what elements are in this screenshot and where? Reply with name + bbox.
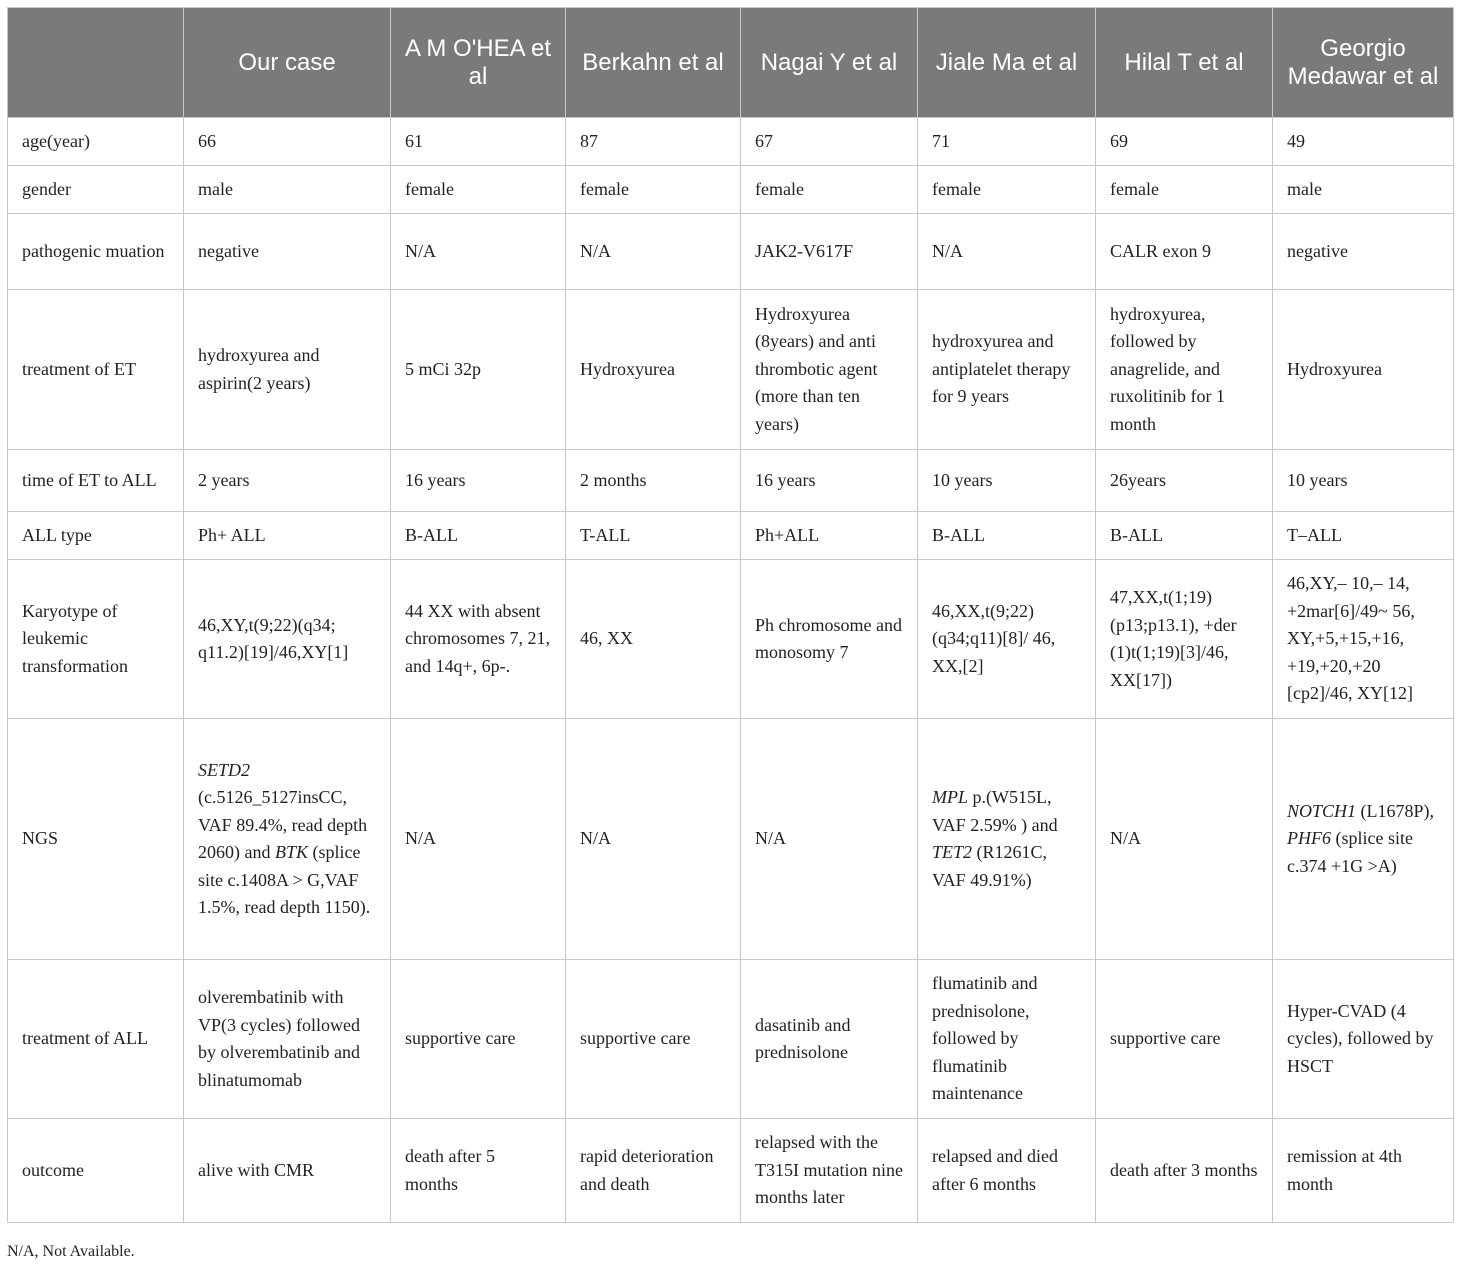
header-cell: Jiale Ma et al bbox=[918, 8, 1096, 118]
table-cell bbox=[1273, 719, 1454, 960]
table-cell: male bbox=[1273, 166, 1454, 214]
table-cell: N/A bbox=[566, 719, 741, 960]
table-row bbox=[8, 560, 1454, 719]
table-cell: female bbox=[391, 166, 566, 214]
table-cell: 47,XX,t(1;19) (p13;p13.1), +der (1)t(1;19)[3]/46, XX[17]) bbox=[1096, 560, 1273, 719]
table-header bbox=[8, 8, 1454, 118]
table-cell: supportive care bbox=[1096, 960, 1273, 1119]
table-footnote: N/A, Not Available. bbox=[7, 1243, 135, 1260]
table-cell: T–ALL bbox=[1273, 512, 1454, 560]
gene-name: MPL bbox=[932, 787, 968, 807]
table-cell: 61 bbox=[391, 118, 566, 166]
table-cell: 87 bbox=[566, 118, 741, 166]
table-cell: female bbox=[741, 166, 918, 214]
header-cell: Hilal T et al bbox=[1096, 8, 1273, 118]
table-row bbox=[8, 214, 1454, 290]
table-cell: 46,XX,t(9;22) (q34;q11)[8]/ 46, XX,[2] bbox=[918, 560, 1096, 719]
table-row bbox=[8, 290, 1454, 450]
table-cell: Hydroxyurea bbox=[566, 290, 741, 450]
table-cell: 46,XY,– 10,– 14, +2mar[6]/49~ 56, XY,+5,+15,+16, +19,+20,+20 [cp2]/46, XY[12] bbox=[1273, 560, 1454, 719]
table-cell: rapid deterioration and death bbox=[566, 1119, 741, 1223]
table-cell: Hydroxyurea (8years) and anti thrombotic agent (more than ten years) bbox=[741, 290, 918, 450]
table-cell: N/A bbox=[918, 214, 1096, 290]
table-cell: Hyper-CVAD (4 cycles), followed by HSCT bbox=[1273, 960, 1454, 1119]
comparison-table bbox=[7, 7, 1454, 1223]
table-cell: 16 years bbox=[391, 450, 566, 512]
row-label: time of ET to ALL bbox=[8, 450, 184, 512]
table-cell: 26years bbox=[1096, 450, 1273, 512]
table-row bbox=[8, 960, 1454, 1119]
row-label: pathogenic muation bbox=[8, 214, 184, 290]
table-cell: CALR exon 9 bbox=[1096, 214, 1273, 290]
table-cell: B-ALL bbox=[918, 512, 1096, 560]
table-cell: female bbox=[1096, 166, 1273, 214]
table-cell: negative bbox=[1273, 214, 1454, 290]
header-row bbox=[8, 8, 1454, 118]
cell-text: (splice site c.374 +1G >A) bbox=[1287, 828, 1413, 876]
row-label: Karyotype of leukemic transformation bbox=[8, 560, 184, 719]
table-cell bbox=[184, 719, 391, 960]
table-cell: 2 years bbox=[184, 450, 391, 512]
gene-name: SETD2 bbox=[198, 759, 251, 780]
row-label: ALL type bbox=[8, 512, 184, 560]
table-cell: relapsed and died after 6 months bbox=[918, 1119, 1096, 1223]
header-cell: A M O'HEA et al bbox=[391, 8, 566, 118]
table-cell: death after 3 months bbox=[1096, 1119, 1273, 1223]
table-cell: N/A bbox=[391, 214, 566, 290]
table-cell: negative bbox=[184, 214, 391, 290]
table-cell: 46, XX bbox=[566, 560, 741, 719]
row-label: NGS bbox=[8, 719, 184, 960]
table-cell: B-ALL bbox=[1096, 512, 1273, 560]
table-cell: 67 bbox=[741, 118, 918, 166]
table-cell: Ph+ ALL bbox=[184, 512, 391, 560]
table-cell: hydroxyurea and antiplatelet therapy for 9 years bbox=[918, 290, 1096, 450]
table-cell: N/A bbox=[741, 719, 918, 960]
table-cell: Ph+ALL bbox=[741, 512, 918, 560]
table-cell: alive with CMR bbox=[184, 1119, 391, 1223]
table-cell: 16 years bbox=[741, 450, 918, 512]
header-cell: Nagai Y et al bbox=[741, 8, 918, 118]
gene-name: PHF6 bbox=[1287, 828, 1331, 849]
table-cell: N/A bbox=[566, 214, 741, 290]
table-cell: supportive care bbox=[391, 960, 566, 1119]
header-cell: Berkahn et al bbox=[566, 8, 741, 118]
table-cell: 46,XY,t(9;22)(q34; q11.2)[19]/46,XY[1] bbox=[184, 560, 391, 719]
table-cell: female bbox=[566, 166, 741, 214]
cell-text: (L1678P), bbox=[1356, 800, 1435, 821]
table-cell: N/A bbox=[391, 719, 566, 960]
table-cell: 2 months bbox=[566, 450, 741, 512]
header-cell: Our case bbox=[184, 8, 391, 118]
table-cell: T-ALL bbox=[566, 512, 741, 560]
table-cell: death after 5 months bbox=[391, 1119, 566, 1223]
table-cell: B-ALL bbox=[391, 512, 566, 560]
table-cell: 49 bbox=[1273, 118, 1454, 166]
gene-name: NOTCH1 bbox=[1287, 800, 1357, 821]
table-cell: dasatinib and prednisolone bbox=[741, 960, 918, 1119]
table-cell: Hydroxyurea bbox=[1273, 290, 1454, 450]
row-label: age(year) bbox=[8, 118, 184, 166]
table-body bbox=[8, 118, 1454, 1223]
cell-text: (R1261C, VAF 49.91%) bbox=[932, 842, 1048, 890]
table-cell: supportive care bbox=[566, 960, 741, 1119]
table-cell: 10 years bbox=[918, 450, 1096, 512]
table-cell: hydroxyurea and aspirin(2 years) bbox=[184, 290, 391, 450]
table-row bbox=[8, 118, 1454, 166]
table-cell: olverembatinib with VP(3 cycles) followed by olverembatinib and blinatumomab bbox=[184, 960, 391, 1119]
table-cell: male bbox=[184, 166, 391, 214]
gene-name: TET2 bbox=[932, 842, 973, 862]
header-cell bbox=[8, 8, 184, 118]
table-row bbox=[8, 166, 1454, 214]
table-row bbox=[8, 512, 1454, 560]
header-cell: Georgio Medawar et al bbox=[1273, 8, 1454, 118]
cell-text: p.(W515L, VAF 2.59% ) and bbox=[932, 787, 1058, 835]
row-label: gender bbox=[8, 166, 184, 214]
cell-text: (splice site c.1408A > G,VAF 1.5%, read depth 1150). bbox=[198, 842, 371, 917]
table-cell: 69 bbox=[1096, 118, 1273, 166]
table-cell: hydroxyurea, followed by anagrelide, and ruxolitinib for 1 month bbox=[1096, 290, 1273, 450]
table-cell: Ph chromosome and monosomy 7 bbox=[741, 560, 918, 719]
table-cell: N/A bbox=[1096, 719, 1273, 960]
table-cell: female bbox=[918, 166, 1096, 214]
table-cell: 5 mCi 32p bbox=[391, 290, 566, 450]
table-cell: 44 XX with absent chromosomes 7, 21, and 14q+, 6p-. bbox=[391, 560, 566, 719]
row-label: treatment of ET bbox=[8, 290, 184, 450]
table-row bbox=[8, 450, 1454, 512]
table-cell bbox=[918, 719, 1096, 960]
table-cell: remission at 4th month bbox=[1273, 1119, 1454, 1223]
table-cell: relapsed with the T315I mutation nine months later bbox=[741, 1119, 918, 1223]
table-cell: 66 bbox=[184, 118, 391, 166]
cell-text: (c.5126_5127insCC, VAF 89.4%, read depth 2060) and bbox=[198, 787, 368, 862]
table-cell: 71 bbox=[918, 118, 1096, 166]
row-label: treatment of ALL bbox=[8, 960, 184, 1119]
table-cell: 10 years bbox=[1273, 450, 1454, 512]
table-cell: JAK2-V617F bbox=[741, 214, 918, 290]
table-row bbox=[8, 1119, 1454, 1223]
row-label: outcome bbox=[8, 1119, 184, 1223]
gene-name: BTK bbox=[274, 842, 308, 862]
table-row bbox=[8, 719, 1454, 960]
table-cell: flumatinib and prednisolone, followed by flumatinib maintenance bbox=[918, 960, 1096, 1119]
